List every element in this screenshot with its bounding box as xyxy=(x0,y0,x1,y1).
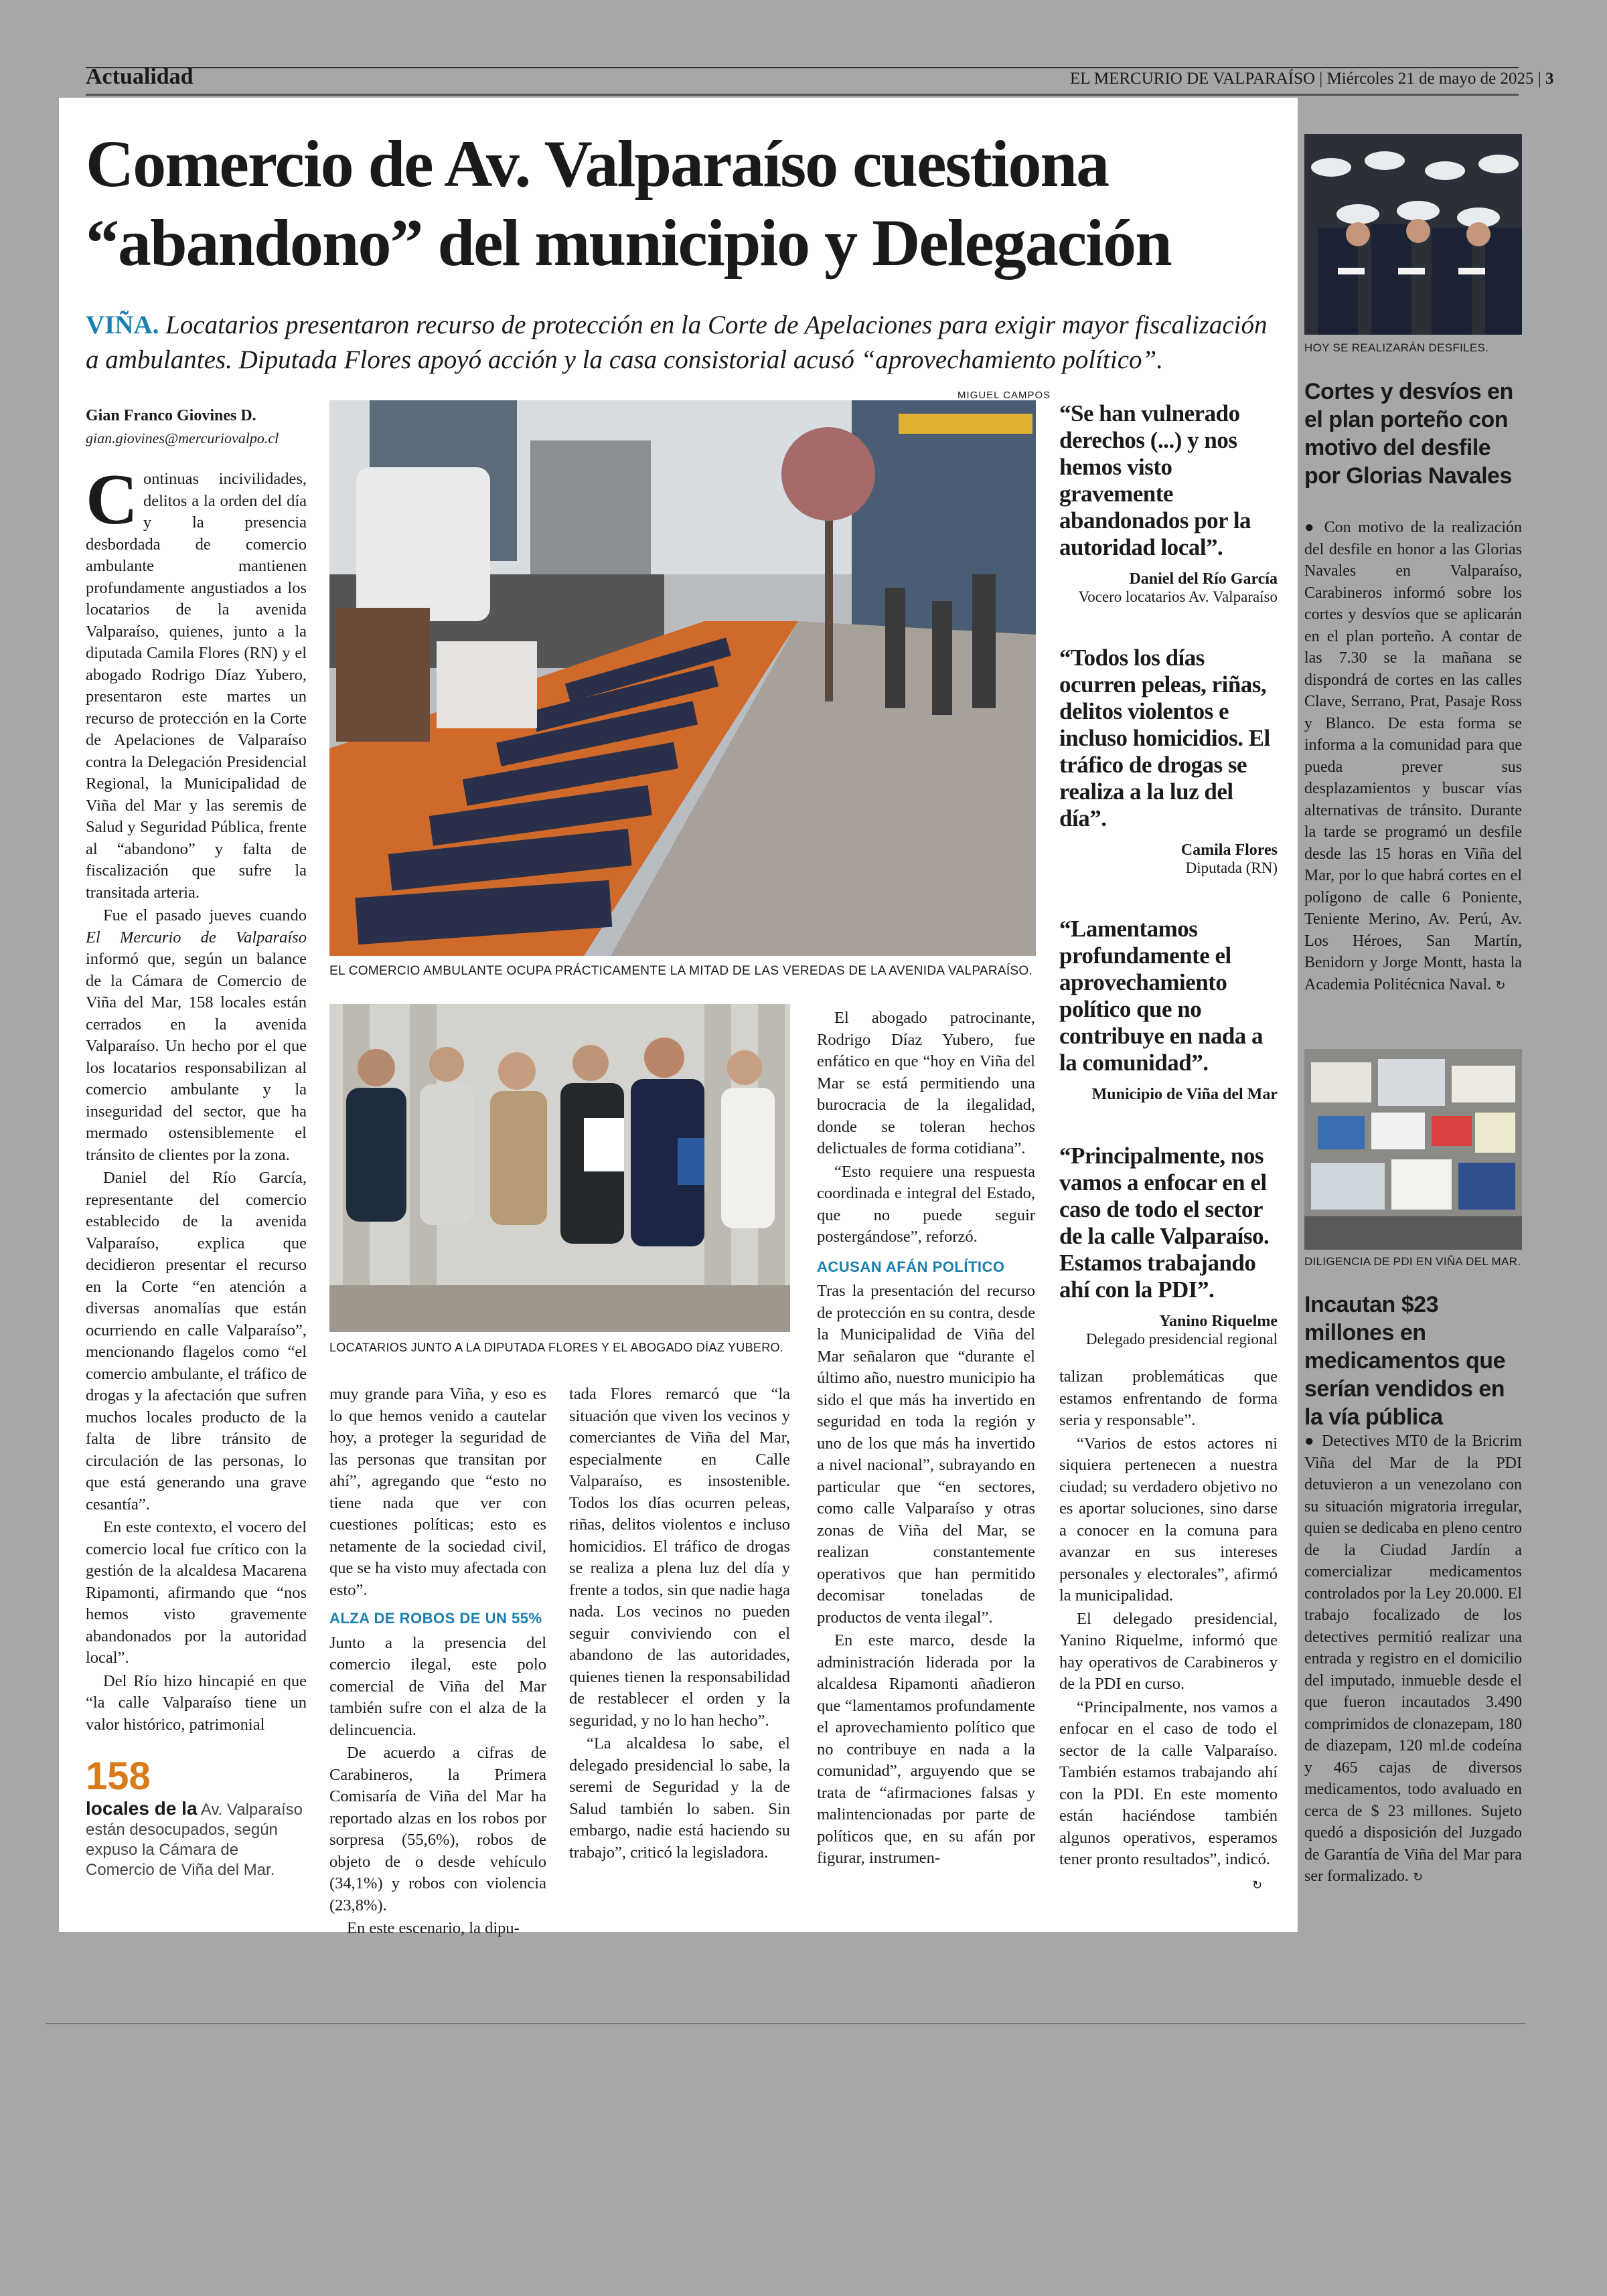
section-label: Actualidad xyxy=(86,64,194,89)
lead-paragraph: VIÑA. Locatarios presentaron recurso de protección en la Corte de Apelaciones para exigir mayor fiscalización a ambulantes. Diputada Flores apoyó acción y la casa consistorial acusó “aprovechamiento político”. xyxy=(86,311,1268,374)
headline: Comercio de Av. Valparaíso cuestiona “abandono” del municipio y Delegación xyxy=(86,127,1171,280)
pull-quote-2: “Todos los días ocurren peleas, riñas, delitos violentos e incluso homicidios. El tráfico de drogas se realiza a la luz del día”. Camila Flores Diputada (RN) xyxy=(1059,645,1278,876)
byline: Gian Franco Giovines D. xyxy=(86,407,256,424)
subhead-afan-politico: ACUSAN AFÁN POLÍTICO xyxy=(817,1258,1005,1275)
masthead: EL MERCURIO DE VALPARAÍSO | Miércoles 21 de mayo de 2025 | 3 xyxy=(1070,70,1554,88)
fact-box: 158 locales de la Av. Valparaíso están desocupados, según expuso la Cámara de Comercio de Viña del Mar. xyxy=(86,1754,307,1880)
page-number: 3 xyxy=(1545,70,1554,88)
end-mark-icon: ↻ xyxy=(1252,1878,1263,1892)
street-vendors-photo xyxy=(329,400,1036,956)
medicines-photo xyxy=(1304,1049,1522,1250)
fact-number: 158 xyxy=(86,1754,151,1798)
photo-credit: MIGUEL CAMPOS xyxy=(958,390,1051,401)
sidebar-text-2: ● Detectives MT0 de la Bricrim Viña del Mar de la PDI detuvieron a un venezolano con su situación migratoria irregular, quien se dedicaba en pleno centro de la Ciudad Jardín a comercializar medicamentos controlados por la Ley 20.000. El trabajo focalizado de los detectives permitió realizar una entrada y registro en el domicilio del imputado, inmueble desde el que fueron incautados 3.490 comprimidos de clonazepam, 180 de diazepam, 120 ml.de codeína y 465 cajas de diversos medicamentos, todo avaluado en cerca de $ 23 millones. Sujeto quedó a disposición del Juzgado de Garantía de Viña del Mar para ser formalizado. ↻ xyxy=(1304,1432,1522,1885)
author-email: gian.giovines@mercuriovalpo.cl xyxy=(86,430,279,446)
sidebar-caption-1: HOY SE REALIZARÁN DESFILES. xyxy=(1304,341,1489,354)
body-column-3: tada Flores remarcó que “la situación que viven los vecinos y comerciantes de Viña del Mar, especialmente en Calle Valparaíso, es insostenible. Todos los días ocurren peleas, riñas, delitos violentos e incluso homicidios. El tráfico de drogas se realiza a plena luz del día y frente a todos, sin que nadie haga nada. Los vecinos no pueden seguir conviviendo con el abandono de las autoridades, quienes tienen la responsabilidad de restablecer el orden y la seguridad, y no lo han hecho”. “La alcaldesa lo sabe, el delegado presidencial lo sabe, la seremi de Seguridad y la de Salud también lo saben. Sin embargo, nadie está haciendo su trabajo”, criticó la legisladora. xyxy=(569,1385,790,1862)
end-mark-icon: ↻ xyxy=(1495,978,1506,993)
sidebar-text-1: ● Con motivo de la realización del desfile en honor a las Glorias Navales en Valparaíso, Carabineros informó sobre los cortes y desvíos que se aplicarán en el plan porteño. A contar de las 7.30 se la mañana se dispondrá de cortes en las calles Clave, Serrano, Prat, Pasaje Ross y Blanco. De esta forma se informa a la comunidad para que pueda prever sus desplazamientos y buscar vías alternativas de tránsito. Durante la tarde se programó un desfile desde las 15 horas en Viña del Mar, por lo que habrá cortes en el polígono de calle 6 Poniente, Teniente Merino, Av. Perú, Av. Los Héroes, San Martín, Benidorn y Jorge Montt, hasta la Academia Politécnica Naval. ↻ xyxy=(1304,519,1523,993)
body-column-4: El abogado patrocinante, Rodrigo Díaz Yubero, fue enfático en que “hoy en Viña del Mar se está permitiendo una burocracia de la ilegalidad, donde se toleran hechos delictuales de forma cotidiana”. “Esto requiere una respuesta coordinada e integral del Estado, que no puede seguir postergándose”, reforzó. ACUSAN AFÁN POLÍTICO Tras la presentación del recurso de protección en su contra, desde la Municipalidad de Viña del Mar señalaron que “durante el último año, nuestro municipio ha sido el que más ha invertido en seguridad en toda la región y uno de los que más ha invertido a nivel nacional”, subrayando en particular que “en sectores, como calle Valparaíso y otras zonas de Viña del Mar, se realizan constantemente operativos que han permitido decomisar toneladas de productos de venta ilegal”. En este marco, desde la administración liderada por la alcaldesa Ripamonti añadieron que “lamentamos profundamente el aprovechamiento político que no contribuye en nada a la comunidad”, arguyendo que se trata de “afirmaciones falsas y malintencionadas por parte de políticos que, en su afán por figurar, instrumen- xyxy=(817,1009,1035,1867)
photo-caption-2: LOCATARIOS JUNTO A LA DIPUTADA FLORES Y EL ABOGADO DÍAZ YUBERO. xyxy=(329,1341,784,1354)
drop-cap: C xyxy=(86,460,138,540)
end-mark-icon: ↻ xyxy=(1412,1870,1424,1884)
sidebar-title-2: Incautan $23 millones en medicamentos que serían vendidos en la vía pública xyxy=(1304,1292,1505,1430)
issue-date: Miércoles 21 de mayo de 2025 xyxy=(1326,70,1534,88)
group-photo xyxy=(329,1004,790,1332)
body-column-2: muy grande para Viña, y eso es lo que hemos venido a cautelar hoy, a proteger la seguridad de las personas que transitan por ahí”, agregando que “esto no tiene nada que ver con cuestiones políticas; esto es netamente de la sociedad civil, que se ha visto muy afectada con esto”. ALZA DE ROBOS DE UN 55% Junto a la presencia del comercio ilegal, este polo comercial de Viña del Mar también sufre con el alza de la delincuencia. De acuerdo a cifras de Carabineros, la Primera Comisaría de Viña del Mar ha reportado alzas en los robos por sorpresa (55,6%), robos de objeto de o desde vehículo (34,1%) y robos con violencia (23,8%). En este escenario, la dipu- xyxy=(329,1385,546,1937)
body-column-5: talizan problemáticas que estamos enfrentando de forma seria y responsable”. “Varios de estos actores ni siquiera pertenecen a nuestra ciudad; su verdadero objetivo no es aportar soluciones, sino darse a conocer en la comuna para avanzar en sus intereses personales y electorales”, afirmó la municipalidad. El delegado presidencial, Yanino Riquelme, informó que hay operativos de Carabineros y de la PDI en curso. “Principalmente, nos vamos a enfocar en el caso de todo el sector de la calle Valparaíso. También estamos trabajando ahí con la PDI. En este momento están haciéndose también algunos operativos, esperamos tener pronto resultados”, indicó. xyxy=(1059,1368,1278,1868)
photo-caption-1: EL COMERCIO AMBULANTE OCUPA PRÁCTICAMENTE LA MITAD DE LAS VEREDAS DE LA AVENIDA VALPARAÍSO. xyxy=(329,964,1033,978)
body-column-1: Continuas incivilidades, delitos a la orden del día y la presencia desbordada de comercio ambulante mantienen profundamente angustiados a los locatarios de la avenida Valparaíso, quienes, junto a la diputada Camila Flores (RN) y el abogado Rodrigo Díaz Yubero, presentaron este martes un recurso de protección en la Corte de Apelaciones de Valparaíso contra la Delegación Presidencial Regional, la Municipalidad de Viña del Mar y las seremis de Salud y Seguridad Pública, frente al “abandono” y falta de fiscalización que sufre la transitada arteria. Fue el pasado jueves cuando El Mercurio de Valparaíso informó que, según un balance de la Cámara de Comercio de Viña del Mar, 158 locales están cerrados en la avenida Valparaíso. Un hecho por el que los locatarios responsabilizan al comercio ambulante y la inseguridad del sector, que ha mermado ostensiblemente el tránsito de clientes por la zona. Daniel del Río García, representante del comercio establecido de la avenida Valparaíso, explica que decidieron presentar el recurso en la Corte “en atención a diversas anomalías que están ocurriendo en calle Valparaíso”, mencionando flagelos como “el comercio ambulante, el tráfico de drogas y la afectación que sufren muchos locales producto de la falta de libre tránsito de circulación de las personas, lo que está generando una grave cesantía”. En este contexto, el vocero del comercio local fue crítico con la gestión de la alcaldesa Macarena Ripamonti, afirmando que “nos hemos visto gravemente abandonados por la autoridad local”. Del Río hizo hincapié en que “la calle Valparaíso tiene un valor histórico, patrimonial xyxy=(86,460,307,1734)
pull-quotes xyxy=(1059,400,1278,1348)
lead-keyword: VIÑA. xyxy=(86,311,159,339)
pull-quote-4: “Principalmente, nos vamos a enfocar en el caso de todo el sector de la calle Valparaíso. Estamos trabajando ahí con la PDI”. Yanino Riquelme Delegado presidencial regional xyxy=(1059,1143,1278,1347)
parade-photo xyxy=(1304,134,1522,335)
sidebar-title-1: Cortes y desvíos en el plan porteño con motivo del desfile por Glorias Navales xyxy=(1304,379,1513,489)
subhead-robos: ALZA DE ROBOS DE UN 55% xyxy=(329,1610,542,1627)
pull-quote-3: “Lamentamos profundamente el aprovechamiento político que no contribuye en nada a la comunidad”. Municipio de Viña del Mar xyxy=(1059,916,1278,1103)
sidebar-caption-2: DILIGENCIA DE PDI EN VIÑA DEL MAR. xyxy=(1304,1255,1521,1268)
pull-quote-1: “Se han vulnerado derechos (...) y nos hemos visto gravemente abandonados por la autoridad local”. Daniel del Río García Vocero locatarios Av. Valparaíso xyxy=(1059,400,1278,605)
paper-name: EL MERCURIO DE VALPARAÍSO xyxy=(1070,70,1316,88)
